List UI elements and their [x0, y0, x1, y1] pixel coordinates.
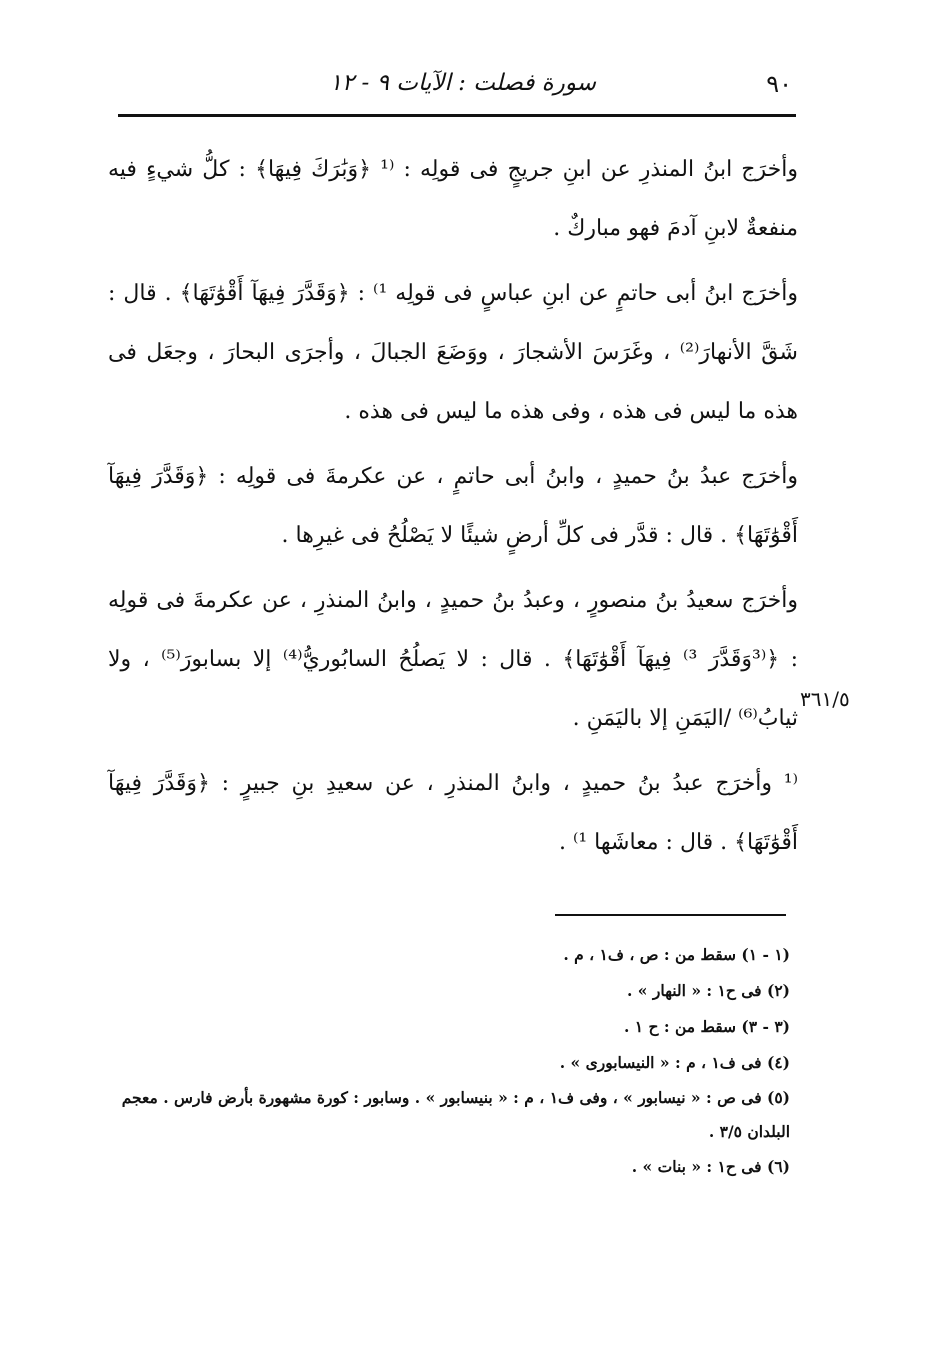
running-title: سورة فصلت : الآيات ٩ - ١٢	[329, 70, 596, 96]
footnote: (٥) فى ص : « نيسابور » ، وفى ف١ ، م : « بنيسابور » . وسابور : كورة مشهورة بأرض فارس . معجم البلدان ٣/٥ .	[121, 1088, 790, 1141]
header-rule	[118, 114, 796, 117]
paragraph: وأخرَج ابنُ المنذرِ عن ابنِ جريجٍ فى قولِه : ⁽¹ ﴿وَبَٰرَكَ فِيهَا﴾ : كلُّ شيءٍ فيه منفعةٌ لابنِ آدمَ فهو مباركٌ .	[108, 157, 798, 241]
footnotes	[100, 937, 790, 1185]
paragraph: ⁽¹ وأخرَج عبدُ بنُ حميدٍ ، وابنُ المنذرِ ، عن سعيدِ بنِ جبيرٍ : ﴿وَقَدَّرَ فِيهَآ أَقْوَٰتَهَا﴾ . قال : معاشَها ¹⁾ .	[108, 771, 798, 855]
footnote: (١ - ١) سقط من : ص ، ف١ ، م .	[563, 945, 790, 964]
footnote: (٤) فى ف١ ، م : « النيسابورى » .	[559, 1053, 790, 1072]
footnote-separator	[555, 914, 786, 916]
footnote: (٣ - ٣) سقط من : ح ١ .	[623, 1017, 790, 1036]
paragraph: وأخرَج ابنُ أبى حاتمٍ عن ابنِ عباسٍ فى قولِه ¹⁾ : ﴿وَقَدَّرَ فِيهَآ أَقْوَٰتَهَا﴾ . قال : شَقَّ الأنهارَ⁽²⁾ ، وغَرَسَ الأشجارَ ، ووَضَعَ الجبالَ ، وأجرَى البحارَ ، وجعَل فى هذه ما ليس فى هذه ، وفى هذه ما ليس فى هذه .	[108, 281, 798, 424]
page-header	[120, 66, 796, 106]
paragraph: وأخرَج سعيدُ بنُ منصورٍ ، وعبدُ بنُ حميدٍ ، وابنُ المنذرِ ، عن عكرمةَ فى قولِه : ﴿⁽³وَقَدَّرَ ³⁾ فِيهَآ أَقْوَٰتَهَا﴾ . قال : لا يَصلُحُ السابُوريُّ⁽⁴⁾ إلا بسابورَ⁽⁵⁾ ، ولا ثيابُ⁽⁶⁾ /اليَمَنِ إلا باليَمَنِ .	[108, 588, 799, 731]
page-number: ٩٠	[766, 70, 792, 98]
margin-volume-page-note: ٣٦١/٥	[800, 687, 850, 711]
footnote: (٢) فى ح١ : « النهار » .	[626, 981, 790, 1000]
paragraph: وأخرَج عبدُ بنُ حميدٍ ، وابنُ أبى حاتمٍ ، عن عكرمةَ فى قولِه : ﴿وَقَدَّرَ فِيهَآ أَقْوَٰتَهَا﴾ . قال : قدَّر فى كلِّ أرضٍ شيئًا لا يَصْلُحُ فى غيرِها .	[108, 464, 798, 548]
footnote: (٦) فى ح١ : « بنات » .	[631, 1157, 790, 1176]
main-text	[108, 140, 798, 878]
